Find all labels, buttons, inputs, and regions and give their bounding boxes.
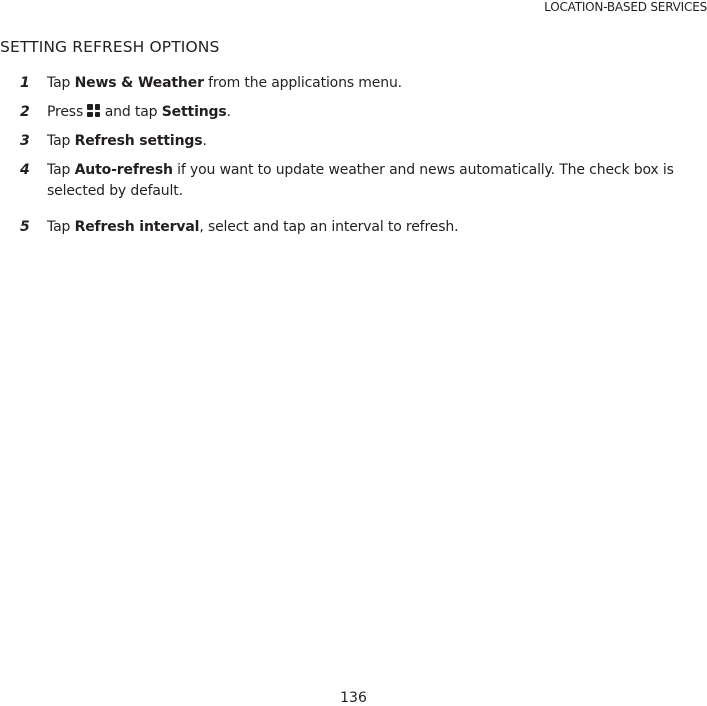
step-text: Tap	[47, 133, 75, 149]
menu-key-icon	[87, 104, 100, 117]
step-text: Tap	[47, 219, 75, 235]
step-bold-term: Refresh settings	[74, 133, 203, 149]
step-number: 2	[20, 104, 30, 120]
step-item	[0, 217, 707, 238]
running-header: LOCATION-BASED SERVICES	[544, 0, 707, 14]
step-number: 4	[20, 162, 30, 178]
step-text: .	[226, 104, 231, 120]
steps-list	[0, 73, 707, 246]
step-item	[0, 102, 707, 123]
step-text: Tap	[47, 75, 75, 91]
step-bold-term: Auto-refresh	[74, 162, 173, 178]
step-number: 1	[20, 75, 30, 91]
section-title: SETTING REFRESH OPTIONS	[0, 38, 220, 56]
step-number: 5	[20, 219, 30, 235]
step-text: , select and tap an interval to refresh.	[199, 219, 459, 235]
step-item	[0, 73, 707, 94]
step-number: 3	[20, 133, 30, 149]
step-item	[0, 160, 707, 202]
step-bold-term: News & Weather	[74, 75, 204, 91]
step-text: Press	[47, 104, 88, 120]
step-text: and tap	[100, 104, 162, 120]
step-bold-term: Refresh interval	[74, 219, 200, 235]
step-item	[0, 131, 707, 152]
step-text: .	[202, 133, 207, 149]
step-text: Tap	[47, 162, 75, 178]
step-text: if you want to update weather and news automatically. The check box is selected by default.	[47, 162, 674, 199]
page-number: 136	[340, 690, 367, 706]
step-text: from the applications menu.	[203, 75, 402, 91]
step-bold-term: Settings	[161, 104, 227, 120]
